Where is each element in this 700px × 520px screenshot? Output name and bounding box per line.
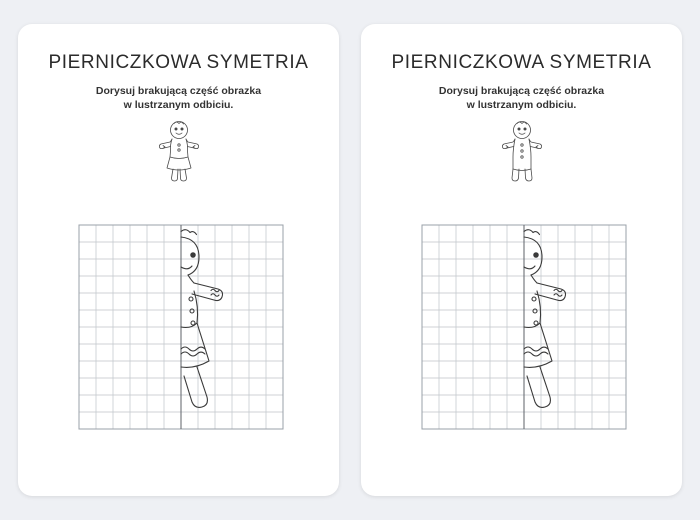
symmetry-grid-left[interactable] [71, 207, 287, 447]
gingerbread-half-outline [181, 230, 223, 408]
grid-svg [414, 207, 630, 447]
grid-svg [71, 207, 287, 447]
instruction-text [439, 84, 604, 112]
page-title: PIERNICZKOWA SYMETRIA [48, 52, 309, 73]
worksheet-card-left [18, 24, 339, 496]
card-content-right [361, 24, 682, 496]
gingerbread-woman-model [146, 118, 212, 197]
instruction-text [96, 84, 261, 112]
instruction-line-1: Dorysuj brakującą część obrazka [95, 85, 262, 97]
model-figure-svg [489, 118, 555, 192]
instruction-line-2: w lustrzanym odbiciu. [123, 99, 234, 112]
symmetry-grid-right[interactable] [414, 207, 630, 447]
card-content-left [18, 24, 339, 496]
instruction-line-1: Dorysuj brakującą część obrazka [438, 85, 605, 97]
gingerbread-half-outline [524, 230, 566, 408]
worksheet-card-right [361, 24, 682, 496]
instruction-line-2: w lustrzanym odbiciu. [466, 99, 577, 112]
page-title: PIERNICZKOWA SYMETRIA [391, 52, 652, 73]
model-figure-svg [146, 118, 212, 192]
gingerbread-man-model [489, 118, 555, 197]
